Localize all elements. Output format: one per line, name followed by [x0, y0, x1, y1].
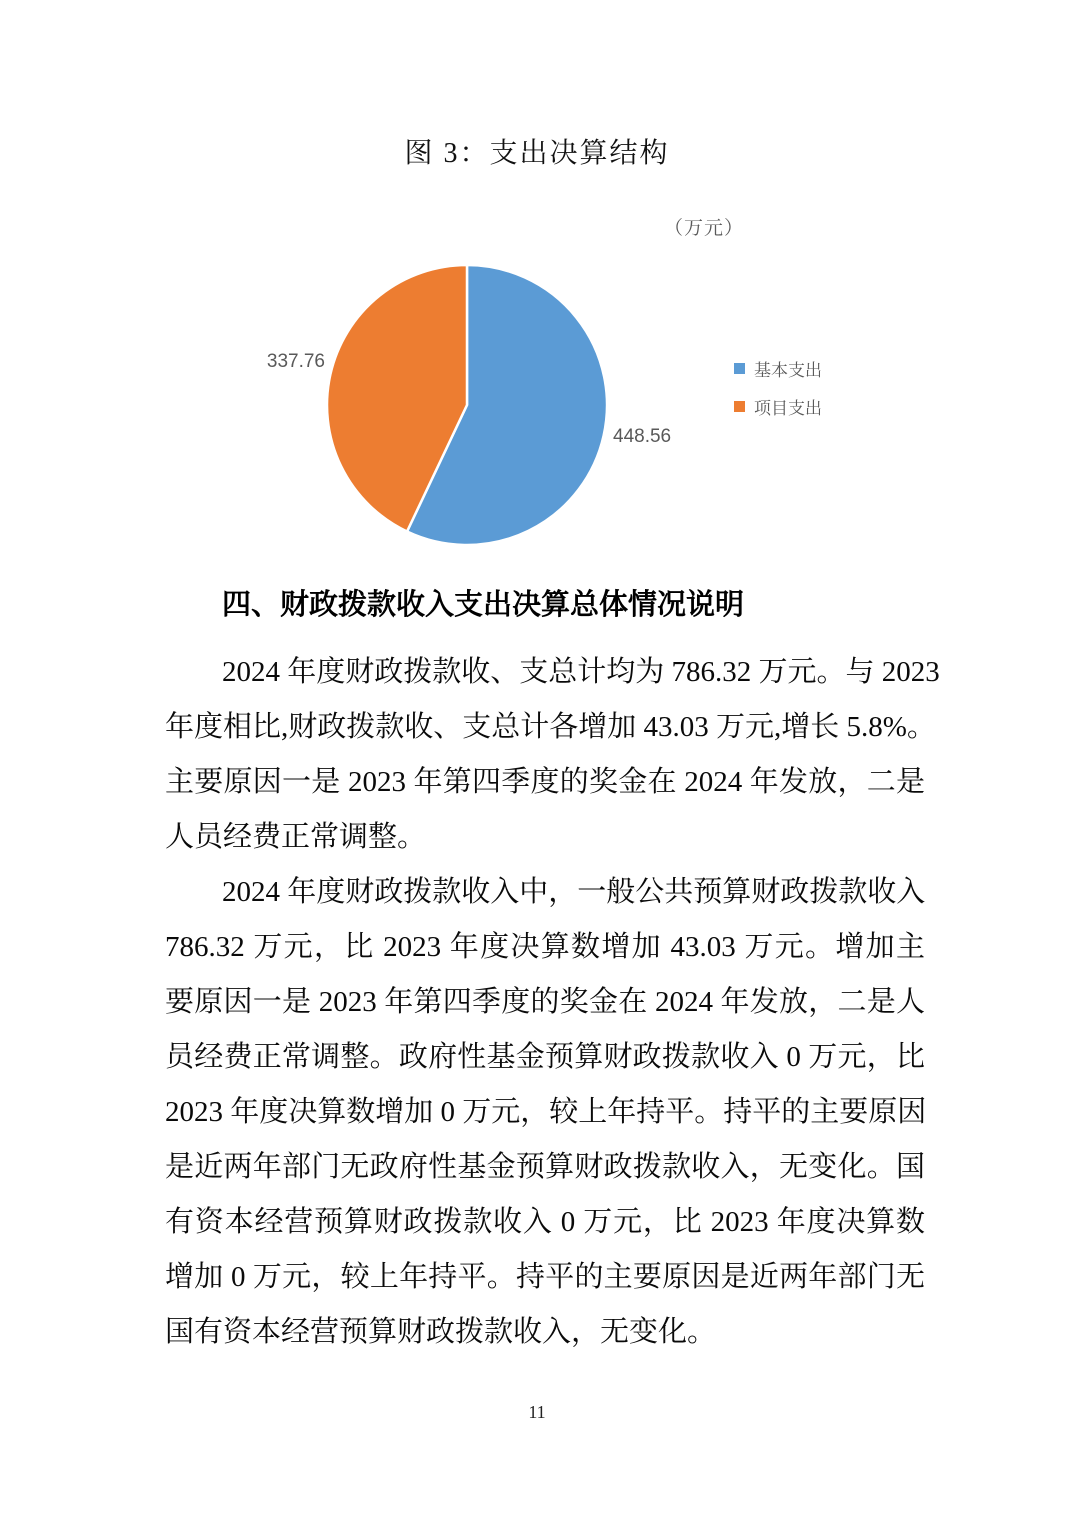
- pie-chart: [0, 0, 1074, 620]
- legend-item-project: [734, 395, 822, 417]
- legend-swatch-project-icon: [734, 401, 745, 412]
- paragraph-line: 员经费正常调整。政府性基金预算财政拨款收入 0 万元，比: [165, 1041, 925, 1073]
- paragraph-2: [165, 865, 925, 1360]
- paragraph-line: 2024 年度财政拨款收入中，一般公共预算财政拨款收入: [222, 876, 926, 908]
- chart-legend: [734, 357, 822, 433]
- figure-title: 图 3：支出决算结构: [404, 138, 670, 169]
- paragraph-1: [165, 645, 940, 865]
- paragraph-line: 增加 0 万元，较上年持平。持平的主要原因是近两年部门无: [165, 1261, 925, 1293]
- paragraph-line: 要原因一是 2023 年第四季度的奖金在 2024 年发放，二是人: [165, 986, 925, 1018]
- paragraph-line: 年度相比,财政拨款收、支总计各增加 43.03 万元,增长 5.8%。: [165, 711, 936, 743]
- paragraph-line: 主要原因一是 2023 年第四季度的奖金在 2024 年发放，二是: [165, 766, 925, 798]
- paragraph-line: 786.32 万元，比 2023 年度决算数增加 43.03 万元。增加主: [165, 931, 925, 963]
- unit-label: （万元）: [664, 218, 745, 239]
- data-label-basic-expenditure: 448.56: [613, 426, 672, 447]
- paragraph-line: 2024 年度财政拨款收、支总计均为 786.32 万元。与 2023: [222, 656, 940, 688]
- paragraph-line: 人员经费正常调整。: [165, 821, 427, 853]
- paragraph-line: 有资本经营预算财政拨款收入 0 万元，比 2023 年度决算数: [165, 1206, 925, 1238]
- data-label-project-expenditure: 337.76: [266, 351, 325, 372]
- legend-label-basic: 基本支出: [754, 360, 822, 380]
- paragraph-line: 是近两年部门无政府性基金预算财政拨款收入，无变化。国: [165, 1151, 925, 1183]
- legend-swatch-basic-icon: [734, 363, 745, 374]
- section-heading: 四、财政拨款收入支出决算总体情况说明: [222, 589, 745, 621]
- paragraph-line: 国有资本经营预算财政拨款收入，无变化。: [165, 1316, 717, 1348]
- legend-label-project: 项目支出: [754, 398, 822, 418]
- paragraph-line: 2023 年度决算数增加 0 万元，较上年持平。持平的主要原因: [165, 1096, 927, 1128]
- legend-item-basic: [734, 357, 822, 379]
- page-number: 11: [528, 1402, 546, 1422]
